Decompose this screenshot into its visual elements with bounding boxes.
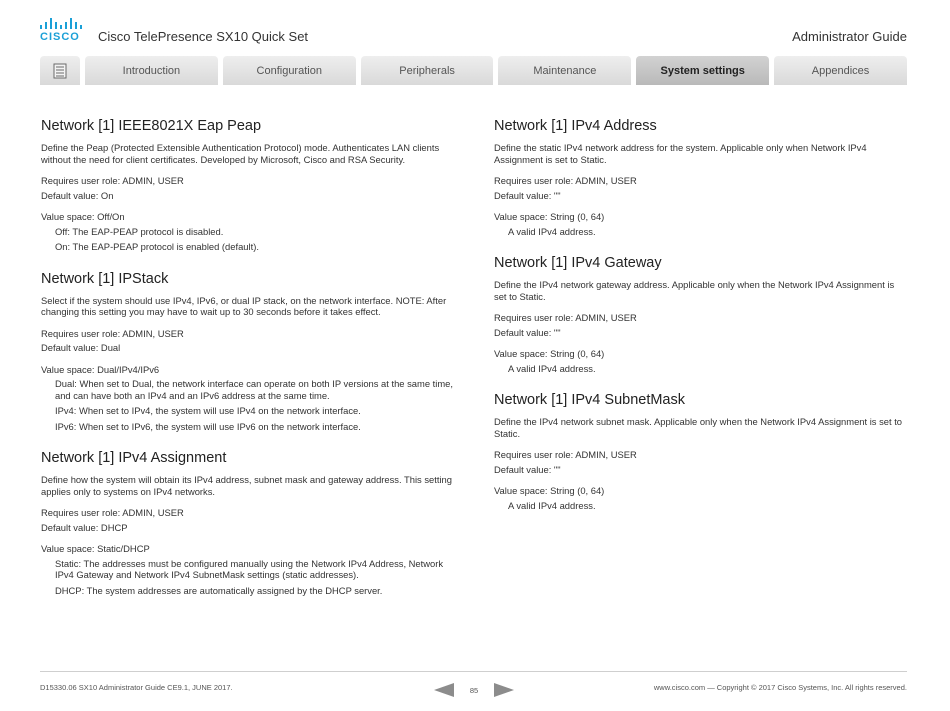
section-title: Network [1] IPv4 Address [494, 118, 657, 134]
next-page-arrow-icon[interactable] [494, 683, 514, 697]
value-space: Value space: Dual/IPv4/IPv6 [41, 363, 160, 375]
setting-ipstack [41, 271, 456, 433]
cisco-logo[interactable] [40, 18, 84, 42]
setting-ipv4-assignment [41, 450, 456, 596]
value-space: Value space: String (0, 64) [494, 348, 605, 359]
section-title: Network [1] IPv4 Assignment [41, 450, 227, 466]
section-title: Network [1] IPv4 SubnetMask [494, 392, 685, 408]
value-option: Dual: When set to Dual, the network interface can operate on both IP versions at the same time, and can have both an IPv4 and an IPv6 address at the same time. [55, 378, 453, 401]
default-value: Default value: DHCP [41, 521, 128, 533]
required-role: Requires user role: ADMIN, USER [41, 175, 184, 186]
value-space: Value space: String (0, 64) [494, 485, 605, 496]
value-space: Value space: Off/On [41, 211, 125, 222]
section-description: Select if the system should use IPv4, IPv6, or dual IP stack, on the network interface. NOTE: After changing this setting you may have to wait up to 30 seconds before it takes effect. [41, 294, 447, 317]
document-icon [53, 63, 67, 79]
required-role: Requires user role: ADMIN, USER [494, 312, 637, 323]
section-description: Define how the system will obtain its IPv4 address, subnet mask and gateway address. This setting applies only to systems on IPv4 networks. [41, 474, 452, 497]
section-title: Network [1] IPStack [41, 270, 169, 287]
previous-page-arrow-icon[interactable] [434, 683, 454, 697]
tab-system-settings[interactable]: System settings [636, 56, 769, 85]
value-option: A valid IPv4 address. [508, 225, 596, 237]
default-value: Default value: "" [494, 463, 561, 475]
section-title: Network [1] IEEE8021X Eap Peap [41, 118, 262, 134]
page-number: 85 [469, 686, 479, 695]
page-navigation [434, 683, 514, 697]
guide-title: Administrator Guide [792, 29, 907, 44]
setting-ipv4-subnetmask [494, 392, 907, 511]
value-option: IPv6: When set to IPv6, the system will use IPv6 on the network interface. [55, 420, 361, 432]
section-title: Network [1] IPv4 Gateway [494, 255, 662, 271]
section-description: Define the IPv4 network gateway address. Applicable only when the Network IPv4 Assignment is set to Static. [494, 279, 895, 302]
value-option: DHCP: The system addresses are automatically assigned by the DHCP server. [55, 584, 383, 596]
page-header [0, 0, 950, 50]
setting-ipv4-gateway [494, 255, 907, 374]
required-role: Requires user role: ADMIN, USER [41, 507, 184, 518]
tab-maintenance[interactable]: Maintenance [498, 56, 631, 85]
required-role: Requires user role: ADMIN, USER [494, 175, 637, 186]
footer-copyright: www.cisco.com — Copyright © 2017 Cisco Systems, Inc. All rights reserved. [653, 683, 907, 692]
value-option: Static: The addresses must be configured manually using the Network IPv4 Address, Network IPv4 Gateway and Network IPv4 SubnetMask settings (static addresses). [55, 557, 444, 580]
section-description: Define the static IPv4 network address for the system. Applicable only when Network IPv4 Assignment is set to Static. [494, 142, 867, 165]
value-option: A valid IPv4 address. [508, 499, 596, 511]
required-role: Requires user role: ADMIN, USER [494, 449, 637, 460]
tab-peripherals[interactable]: Peripherals [361, 56, 494, 85]
section-tabs [40, 56, 907, 85]
contents-button[interactable] [40, 56, 80, 85]
footer-doc-id: D15330.06 SX10 Administrator Guide CE9.1, JUNE 2017. [40, 683, 233, 692]
required-role: Requires user role: ADMIN, USER [41, 327, 184, 339]
section-description: Define the IPv4 network subnet mask. Applicable only when the Network IPv4 Assignment is set to Static. [494, 416, 903, 439]
footer-divider [40, 671, 907, 672]
value-option: On: The EAP-PEAP protocol is enabled (default). [55, 241, 259, 252]
default-value: Default value: On [41, 189, 114, 201]
left-column [41, 118, 456, 614]
tab-appendices[interactable]: Appendices [774, 56, 907, 85]
value-option: IPv4: When set to IPv4, the system will use IPv4 on the network interface. [55, 405, 361, 416]
default-value: Default value: "" [494, 189, 561, 201]
setting-ieee8021x-eap-peap [41, 118, 456, 253]
value-space: Value space: Static/DHCP [41, 543, 150, 554]
tab-introduction[interactable]: Introduction [85, 56, 218, 85]
default-value: Default value: "" [494, 326, 561, 338]
value-space: Value space: String (0, 64) [494, 211, 605, 222]
cisco-logo-text: CISCO [40, 31, 80, 43]
right-column [494, 118, 907, 529]
document-title: Cisco TelePresence SX10 Quick Set [98, 29, 309, 44]
tab-configuration[interactable]: Configuration [223, 56, 356, 85]
default-value: Default value: Dual [41, 342, 121, 353]
section-description: Define the Peap (Protected Extensible Authentication Protocol) mode. Authenticates LAN clients without the need for client certificates. Developed by Microsoft, Cisco and RSA Security. [41, 142, 440, 165]
setting-ipv4-address [494, 118, 907, 237]
value-option: Off: The EAP-PEAP protocol is disabled. [55, 225, 224, 237]
cisco-logo-bars-icon [40, 18, 84, 29]
value-option: A valid IPv4 address. [508, 362, 596, 374]
